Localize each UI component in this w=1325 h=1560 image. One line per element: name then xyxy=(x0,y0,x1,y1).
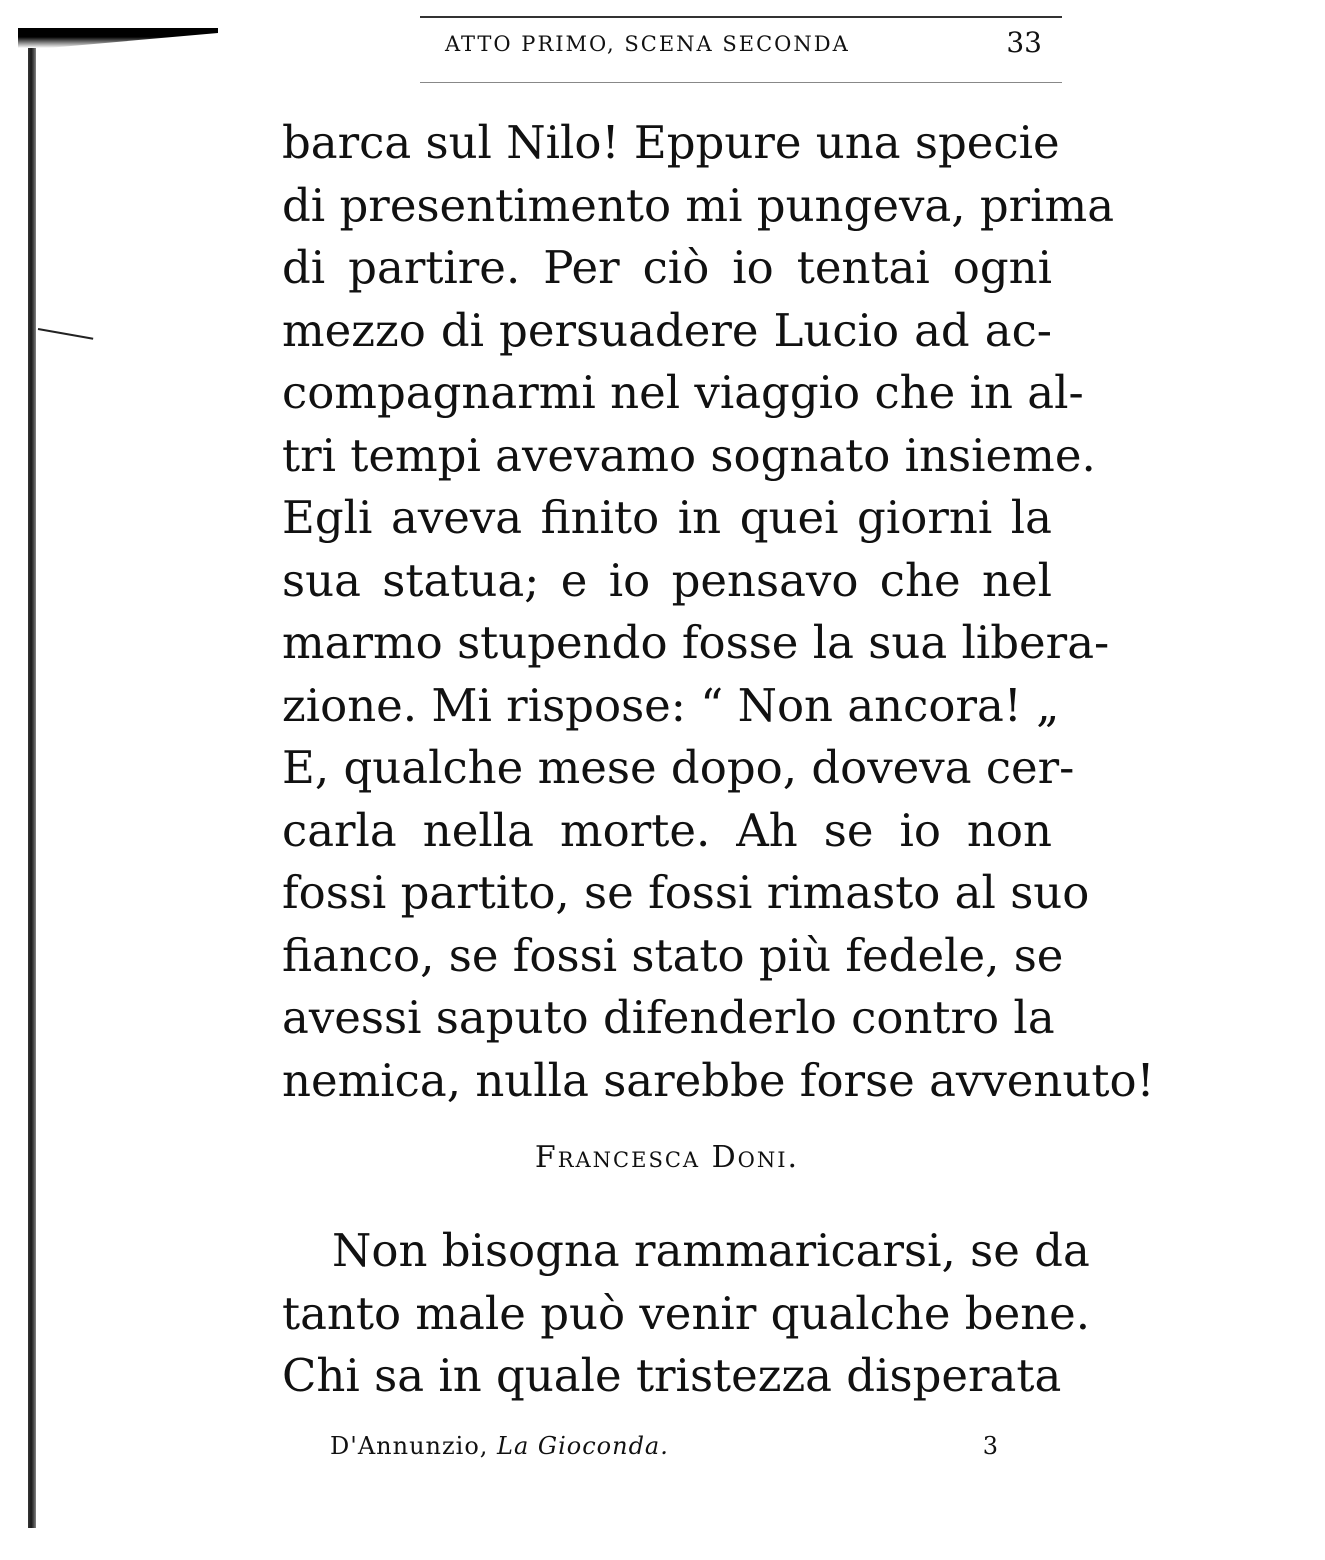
text-line: tanto male può venir qualche bene. xyxy=(282,1286,1091,1340)
text-line: di partire. Per ciò io tentai ogni xyxy=(282,241,1052,294)
text-line: marmo stupendo fosse la sua libera- xyxy=(282,616,1110,669)
body-text xyxy=(282,112,1155,1112)
speaker-name: Francesca Doni. xyxy=(534,1140,800,1175)
binding-edge-tick xyxy=(38,328,93,340)
running-head-bottom-rule xyxy=(420,82,1062,83)
text-line: fianco, se fossi stato più fedele, se xyxy=(282,928,1064,982)
text-line: fossi partito, se fossi rimasto al suo xyxy=(282,866,1090,919)
text-line: zione. Mi rispose: “ Non ancora! „ xyxy=(282,678,1060,732)
text-line: tri tempi avevamo sognato insieme. xyxy=(282,428,1096,482)
text-line: Egli aveva finito in quei giorni la xyxy=(282,491,1052,544)
text-line: compagnarmi nel viaggio che in al- xyxy=(282,366,1084,419)
running-head-title: ATTO PRIMO, SCENA SECONDA xyxy=(445,32,850,56)
text-line: Non bisogna rammaricarsi, se da xyxy=(332,1224,1090,1277)
footer-signature xyxy=(330,1432,669,1460)
text-line: carla nella morte. Ah se io non xyxy=(282,803,1052,857)
footer-work-title: La Gioconda. xyxy=(497,1432,669,1460)
binding-edge xyxy=(18,28,44,1528)
body-text-2 xyxy=(282,1220,1091,1408)
text-line: sua statua; e io pensavo che nel xyxy=(282,553,1052,607)
binding-edge-bar xyxy=(28,48,36,1528)
text-line: Chi sa in quale tristezza disperata xyxy=(282,1349,1062,1402)
footer-author: D'Annunzio, xyxy=(330,1432,489,1460)
running-head xyxy=(420,16,1062,84)
text-line: nemica, nulla sarebbe forse avvenuto! xyxy=(282,1053,1155,1107)
text-line: mezzo di persuadere Lucio ad ac- xyxy=(282,303,1052,357)
signature-mark: 3 xyxy=(982,1432,998,1460)
binding-edge-cap xyxy=(18,28,218,48)
text-line: barca sul Nilo! Eppure una specie xyxy=(282,116,1060,169)
text-line: E, qualche mese dopo, doveva cer- xyxy=(282,741,1075,794)
running-head-top-rule xyxy=(420,16,1062,18)
text-line: avessi saputo difenderlo contro la xyxy=(282,991,1055,1044)
footer-signature-line xyxy=(330,1432,998,1472)
text-line: di presentimento mi pungeva, prima xyxy=(282,178,1115,232)
page-number: 33 xyxy=(1006,26,1042,59)
